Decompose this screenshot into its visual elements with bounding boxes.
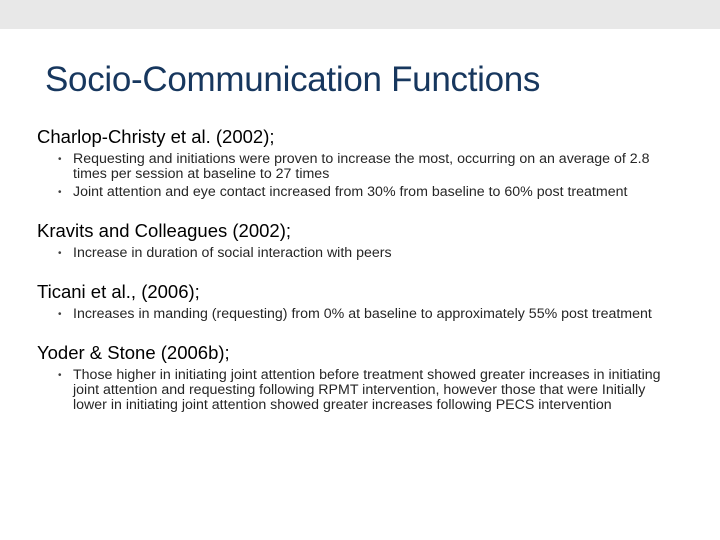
section-ticani xyxy=(37,280,677,322)
section-heading: Ticani et al., (2006); xyxy=(37,281,200,302)
bullet-item xyxy=(37,185,677,200)
bullet-text: Those higher in initiating joint attention before treatment showed greater increases in initiating joint attention and requesting following RPMT intervention, however those that were Initially lower in initiating joint attention showed greater increases following PECS intervention xyxy=(73,367,661,413)
bullet-list xyxy=(37,246,677,261)
bullet-item xyxy=(37,307,677,322)
bullet-icon: • xyxy=(58,154,62,165)
section-yoder-stone xyxy=(37,341,677,413)
section-charlop-christy xyxy=(37,125,677,200)
bullet-text: Increase in duration of social interaction with peers xyxy=(73,245,392,261)
bullet-icon: • xyxy=(58,370,62,381)
bullet-icon: • xyxy=(58,187,62,198)
bullet-text: Requesting and initiations were proven to increase the most, occurring on an average of 2.8 times per session at baseline to 27 times xyxy=(73,151,650,182)
slide-title: Socio-Communication Functions xyxy=(45,60,541,99)
bullet-text: Joint attention and eye contact increased from 30% from baseline to 60% post treatment xyxy=(73,184,628,200)
slide-content xyxy=(37,125,677,416)
bullet-icon: • xyxy=(58,309,62,320)
bullet-item xyxy=(37,368,677,413)
bullet-item xyxy=(37,152,677,182)
bullet-item xyxy=(37,246,677,261)
section-kravits xyxy=(37,219,677,261)
section-heading: Charlop-Christy et al. (2002); xyxy=(37,126,275,147)
bullet-text: Increases in manding (requesting) from 0% at baseline to approximately 55% post treatment xyxy=(73,306,652,322)
bullet-list xyxy=(37,152,677,200)
section-heading: Yoder & Stone (2006b); xyxy=(37,342,230,363)
bullet-list xyxy=(37,307,677,322)
slide-top-bar xyxy=(0,0,720,29)
section-heading: Kravits and Colleagues (2002); xyxy=(37,220,292,241)
bullet-icon: • xyxy=(58,248,62,259)
bullet-list xyxy=(37,368,677,413)
